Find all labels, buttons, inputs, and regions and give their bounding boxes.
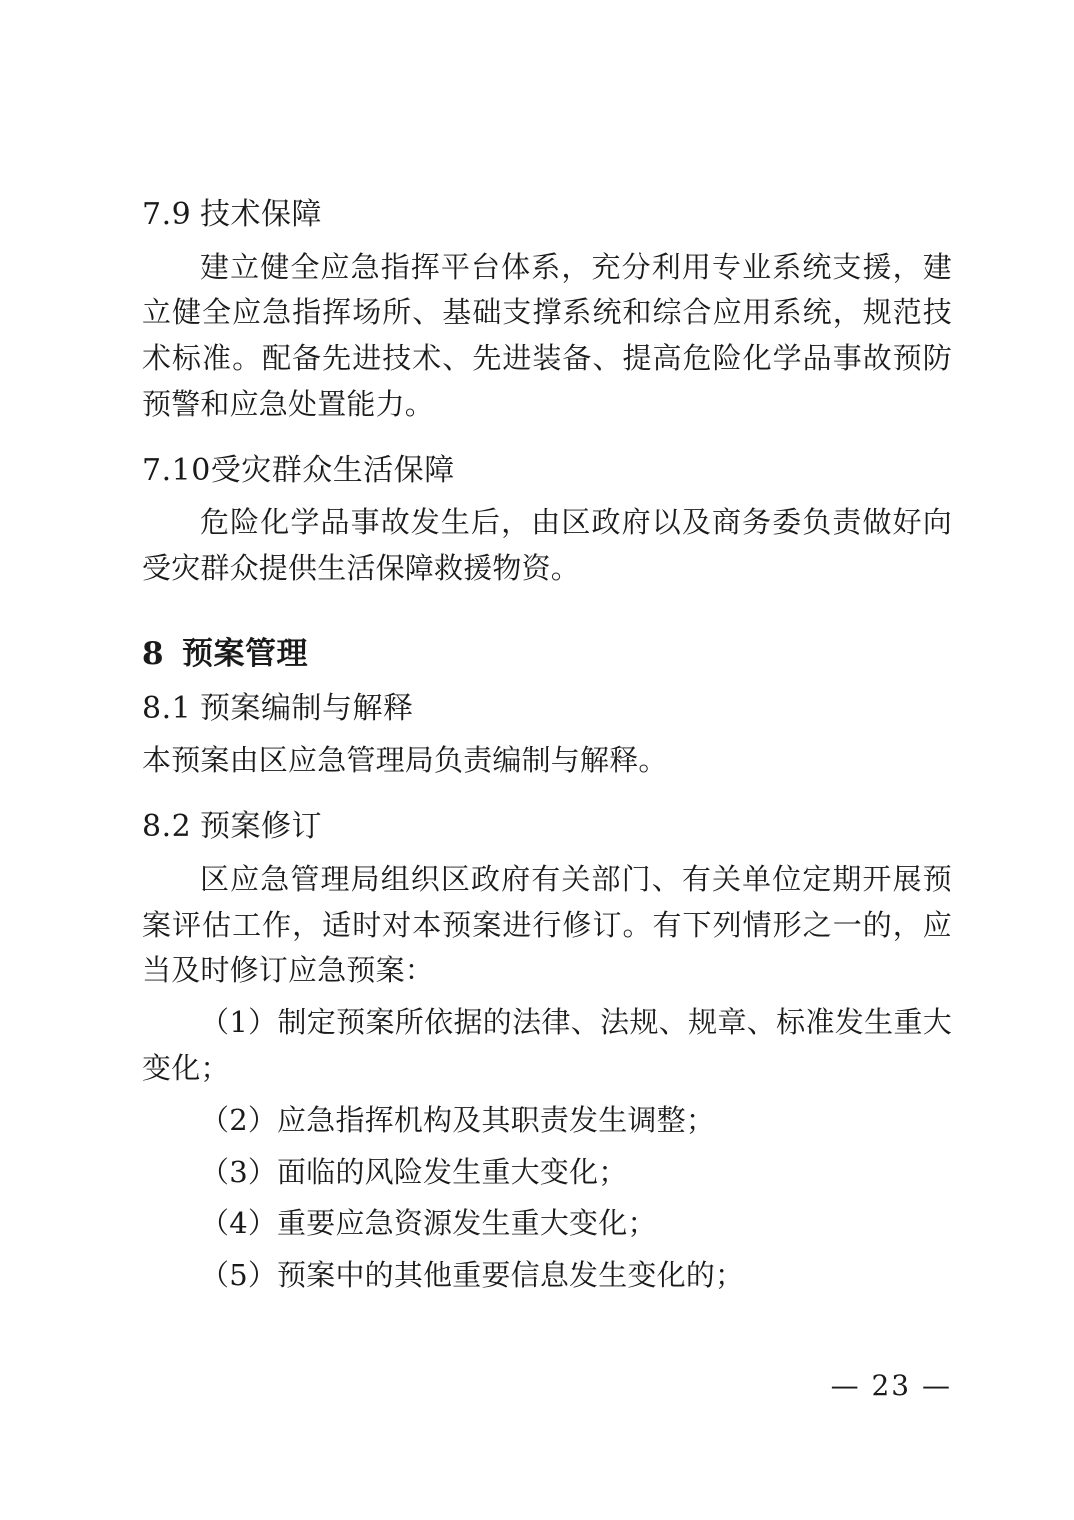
paragraph-plan-drafting: 本预案由区应急管理局负责编制与解释。 — [142, 743, 668, 778]
section-number: 8.2 — [142, 809, 192, 845]
section-number: 8 — [142, 635, 165, 672]
section-title: 预案编制与解释 — [200, 690, 414, 726]
spacer — [142, 790, 952, 804]
section-title: 预案修订 — [200, 809, 322, 845]
section-heading-8 — [142, 630, 952, 678]
section-heading-7-9 — [142, 192, 952, 239]
paragraph-technical-support: 建立健全应急指挥平台体系，充分利用专业系统支援，建立健全应急指挥场所、基础支撑系统和综合应用系统，规范技术标准。配备先进技术、先进装备、提高危险化学品事故预防预警和应急处置能力。 — [142, 249, 952, 421]
section-heading-8-1 — [142, 686, 952, 733]
paragraph-livelihood-support: 危险化学品事故发生后，由区政府以及商务委负责做好向受灾群众提供生活保障救援物资。 — [142, 505, 952, 586]
list-item: （5）预案中的其他重要信息发生变化的； — [200, 1258, 745, 1293]
spacer — [142, 434, 952, 448]
section-title: 受灾群众生活保障 — [210, 452, 455, 488]
section-title: 技术保障 — [200, 197, 322, 232]
list-item: （1）制定预案所依据的法律、法规、规章、标准发生重大变化； — [142, 1005, 952, 1085]
section-number: 8.1 — [142, 690, 192, 726]
spacer — [142, 598, 952, 612]
page-number: — 23 — — [830, 1369, 952, 1402]
document-body — [142, 192, 952, 1305]
section-heading-7-10 — [142, 448, 952, 495]
list-item: （3）面临的风险发生重大变化； — [200, 1154, 628, 1189]
section-heading-8-2 — [142, 804, 952, 851]
list-item: （4）重要应急资源发生重大变化； — [200, 1206, 657, 1241]
section-title: 预案管理 — [182, 635, 308, 672]
paragraph-plan-revision: 区应急管理局组织区政府有关部门、有关单位定期开展预案评估工作，适时对本预案进行修订。有下列情形之一的，应当及时修订应急预案： — [142, 861, 952, 988]
section-number: 7.9 — [142, 197, 192, 232]
section-number: 7.10 — [142, 452, 211, 488]
list-item: （2）应急指挥机构及其职责发生调整； — [200, 1102, 716, 1137]
